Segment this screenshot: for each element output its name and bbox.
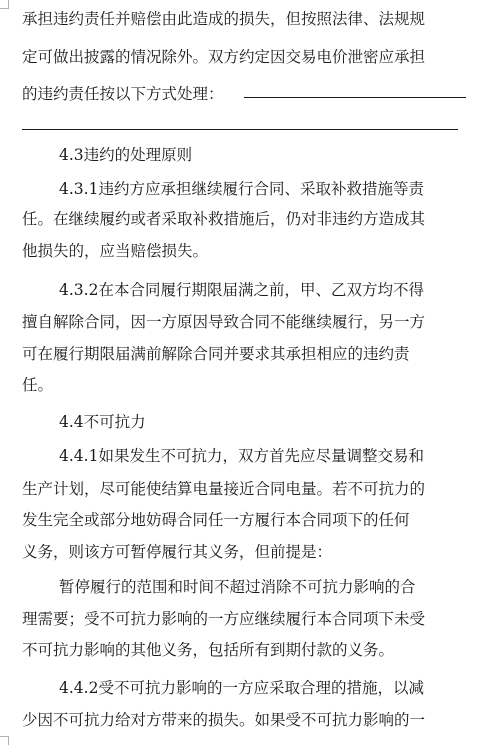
paragraph-line: 任。在继续履约或者采取补救措施后，仍对非违约方造成其 — [22, 210, 426, 228]
section-heading: 4.4不可抗力 — [59, 413, 146, 431]
paragraph-line: 4.3.1违约方应承担继续履行合同、采取补救措施等责 — [59, 180, 424, 198]
paragraph-line: 他损失的，应当赔偿损失。 — [22, 242, 209, 260]
paragraph-line: 4.3.2在本合同履行期限届满之前，甲、乙双方均不得 — [59, 281, 424, 299]
paragraph-line: 理需要；受不可抗力影响的一方应继续履行本合同项下未受 — [22, 610, 426, 628]
paragraph-line: 定可做出披露的情况除外。双方约定因交易电价泄密应承担 — [22, 48, 426, 66]
paragraph-line: 4.4.1如果发生不可抗力，双方首先应尽量调整交易和 — [59, 447, 424, 465]
paragraph-line: 擅自解除合同，因一方原因导致合同不能继续履行，另一方 — [22, 313, 426, 331]
paragraph-line: 发生完全或部分地妨碍合同任一方履行本合同项下的任何 — [22, 511, 410, 529]
paragraph-line: 少因不可抗力给对方带来的损失。如果受不可抗力影响的一 — [22, 711, 426, 729]
page-corner-mark — [0, 0, 9, 9]
paragraph-line: 承担违约责任并赔偿由此造成的损失，但按照法律、法规规 — [22, 10, 426, 28]
section-heading: 4.3违约的处理原则 — [59, 146, 193, 164]
paragraph-line: 4.4.2受不可抗力影响的一方应采取合理的措施，以减 — [59, 679, 424, 697]
fill-in-blank-line — [22, 129, 458, 130]
paragraph-line: 生产计划，尽可能使结算电量接近合同电量。若不可抗力的 — [22, 480, 426, 498]
paragraph-line: 义务，则该方可暂停履行其义务，但前提是： — [22, 543, 333, 561]
paragraph-line: 任。 — [22, 376, 54, 394]
paragraph-line: 的违约责任按以下方式处理： — [22, 85, 224, 103]
paragraph-line: 不可抗力影响的其他义务，包括所有到期付款的义务。 — [22, 641, 395, 659]
paragraph-line: 可在履行期限届满前解除合同并要求其承担相应的违约责 — [22, 345, 410, 363]
page-corner-mark — [0, 736, 9, 745]
paragraph-line: 暂停履行的范围和时间不超过消除不可抗力影响的合 — [59, 578, 416, 596]
fill-in-blank-line — [244, 97, 466, 98]
